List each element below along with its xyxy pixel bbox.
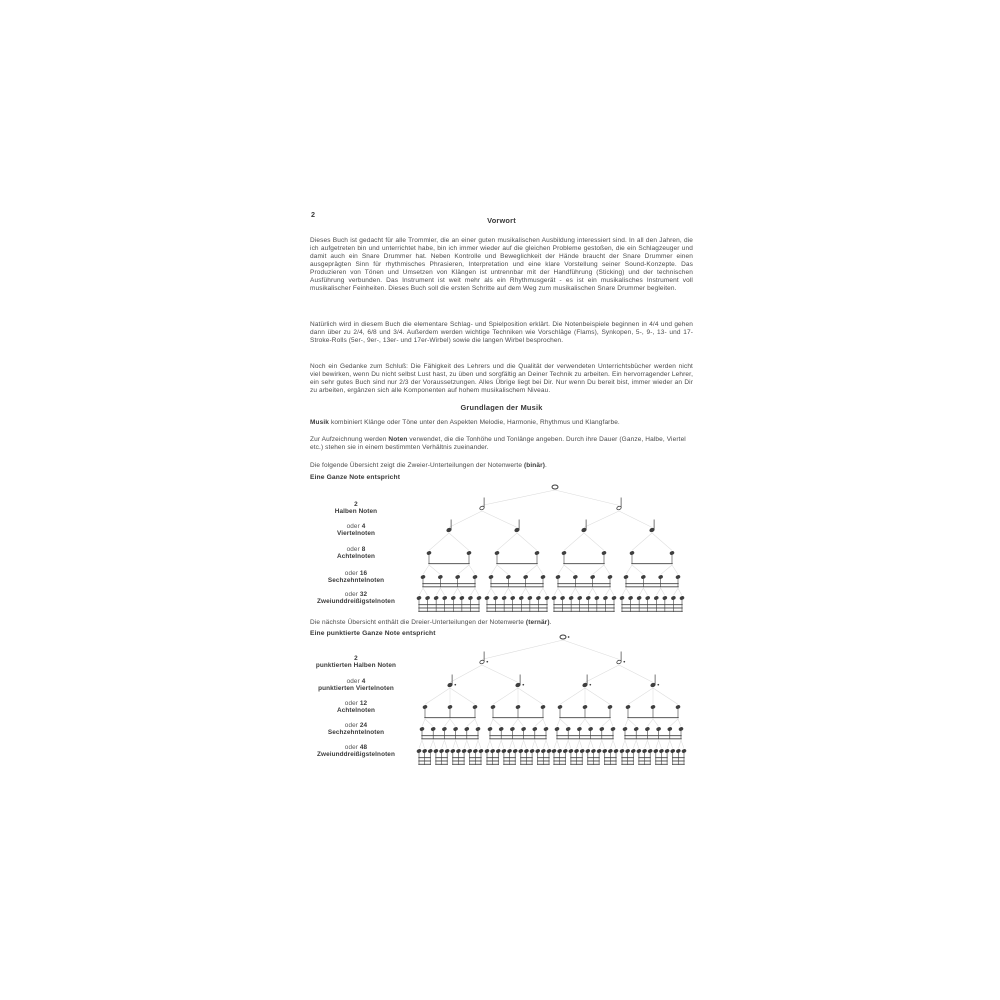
binary-tree-intro xyxy=(310,462,693,470)
bold-term-noten: Noten xyxy=(388,436,408,443)
notation-definition-line xyxy=(310,436,693,452)
notation-pre: Zur Aufzeichnung werden xyxy=(310,436,389,443)
binary-root-label: Eine Ganze Note entspricht xyxy=(310,474,401,481)
page-title: Vorwort xyxy=(487,216,516,225)
foreword-paragraph-2: Natürlich wird in diesem Buch die elementare Schlag- und Spielposition erklärt. Die Notenbeispiele beginnen in 4/4 und gehen dann über zu 2/4, 6/8 und 3/4. Außerdem werden wichtige Techniken wie Vorschläge (Flams), Synkopen, 5-, 9-, 13- und 17-Stroke-Rolls (5er-, 9er-, 13er- und 17er-Wirbel) sowie die langen Wirbel besprochen. xyxy=(310,321,693,344)
ternary-tree-intro xyxy=(310,619,693,627)
page-number: 2 xyxy=(311,210,315,219)
subdivision-row-label: oder 4 punktierten Viertelnoten xyxy=(318,678,394,693)
subdivision-row-label: oder 32 Zweiunddreißigstelnoten xyxy=(317,591,395,606)
subdivision-row-label: oder 24 Sechzehntelnoten xyxy=(327,722,385,737)
bold-term-ternaer: (ternär) xyxy=(525,619,550,626)
subdivision-row-label: 2 punktierten Halben Noten xyxy=(315,655,397,670)
bold-term-binaer: (binär) xyxy=(523,462,546,469)
subdivision-row-label: oder 16 Sechzehntelnoten xyxy=(327,570,385,585)
ternary-subdivision-tree-diagram xyxy=(418,630,688,772)
music-definition-line xyxy=(310,419,693,427)
subdivision-row-label: oder 48 Zweiunddreißigstelnoten xyxy=(317,744,395,759)
binary-intro-period: . xyxy=(545,462,547,469)
subdivision-row-label: oder 8 Achtelnoten xyxy=(336,546,376,561)
ternary-intro-period: . xyxy=(549,619,552,626)
music-definition-rest: kombiniert Klänge oder Töne unter den Aspekten Melodie, Harmonie, Rhythmus und Klangfarbe. xyxy=(329,419,620,426)
binary-subdivision-tree-diagram xyxy=(418,478,688,618)
subdivision-row-label: 2 Halben Noten xyxy=(334,501,378,516)
bold-term-musik: Musik xyxy=(310,419,330,426)
subdivision-row-label: oder 12 Achtelnoten xyxy=(336,700,376,715)
notation-post: verwendet, die die Tonhöhe und Tonlänge angeben. Durch ihre Dauer (Ganze, Halbe, Viertel etc.) stehen sie in einem bestimmten Verhältnis zueinander. xyxy=(310,436,686,451)
foreword-paragraph-1: Dieses Buch ist gedacht für alle Trommler, die an einer guten musikalischen Ausbildung interessiert sind. In all den Jahren, die ich aufgetreten bin und unterrichtet habe, bin ich immer wieder auf die gleichen Probleme gestoßen, die ein Schlagzeuger und damit auch ein Snare Drummer hat. Neben Kontrolle und Beweglichkeit der Hände braucht der Snare Drummer einen ausgeprägten Sinn für rhythmisches Phrasieren, Interpretation und eine klare Vorstellung seiner Sound-Konzepte. Das Produzieren von Tönen und Umsetzen von Klängen ist untrennbar mit der Handführung (Sticking) und der technischen Ausführung verbunden. Das Instrument ist weit mehr als ein Rhythmusgerät - es ist ein musikalisches Instrument voll musikalischer Feinheiten. Dieses Buch soll die ersten Schritte auf dem Weg zum musikalischen Snare Drummer begleiten. xyxy=(310,237,693,292)
ternary-root-label: Eine punktierte Ganze Note entspricht xyxy=(310,630,436,637)
subdivision-row-label: oder 4 Viertelnoten xyxy=(336,523,375,538)
section-title: Grundlagen der Musik xyxy=(460,403,543,412)
binary-intro-text: Die folgende Übersicht zeigt die Zweier-Unterteilungen der Notenwerte xyxy=(310,462,524,469)
foreword-paragraph-3: Noch ein Gedanke zum Schluß: Die Fähigkeit des Lehrers und die Qualität der verwendeten Unterrichtsbücher werden nicht viel bewirken, wenn Du nicht selbst Lust hast, zu üben und sorgfältig an Deiner Technik zu arbeiten. Ein hervorragender Lehrer, ein sehr gutes Buch sind nur 2/3 der Voraussetzungen. Alles Übrige liegt bei Dir. Nur wenn Du bereit bist, immer wieder an Dir zu arbeiten, ergänzen sich alle Komponenten auf hohem musikalischem Niveau. xyxy=(310,363,693,394)
ternary-intro-text: Die nächste Übersicht enthält die Dreier-Unterteilungen der Notenwerte xyxy=(310,619,526,626)
